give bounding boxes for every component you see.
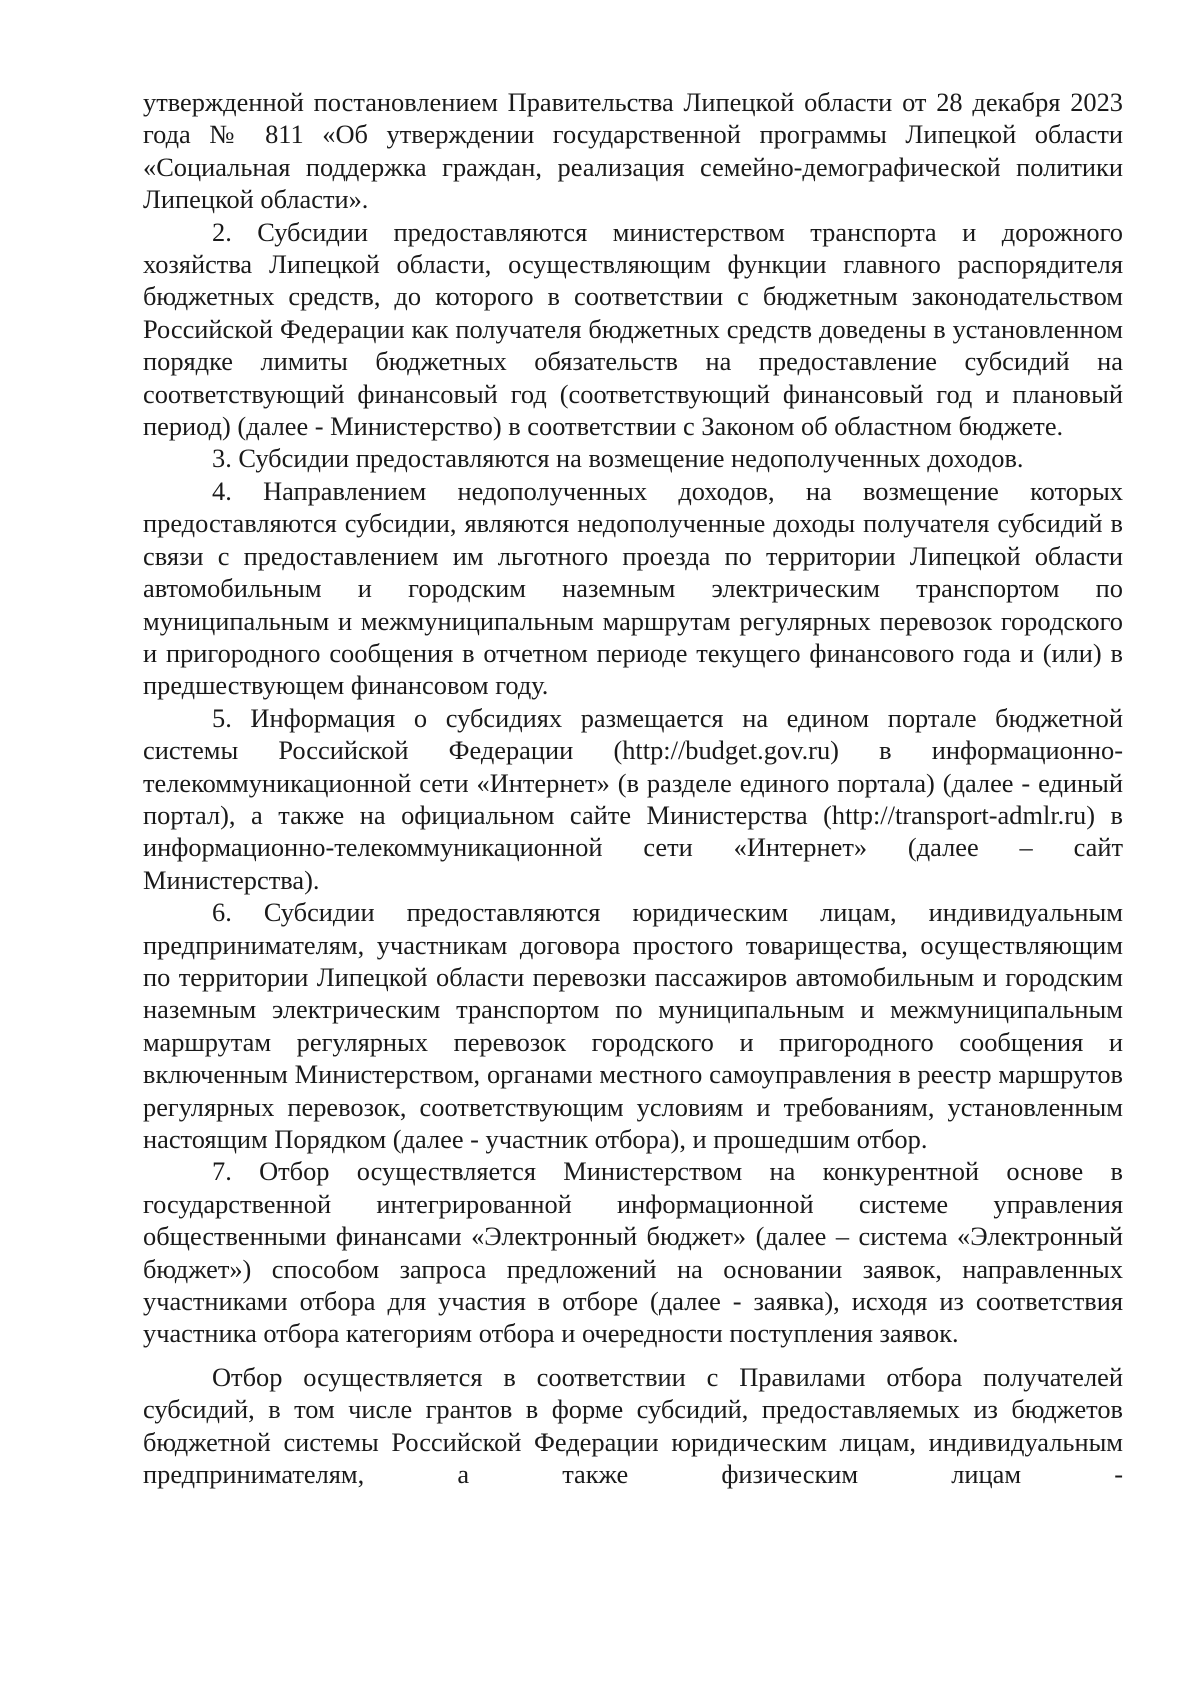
paragraph-2: 2. Субсидии предоставляются министерством транспорта и дорожного хозяйства Липецкой области, осуществляющим функции главного распорядителя бюджетных средств, до которого в соответствии с бюджетным законодательством Российской Федерации как получателя бюджетных средств доведены в установленном порядке лимиты бюджетных обязательств на предоставление субсидий на соответствующий финансовый год (соответствующий финансовый год и плановый период) (далее - Министерство) в соответствии с Законом об областном бюджете. [143, 216, 1123, 442]
paragraph-4: 4. Направлением недополученных доходов, на возмещение которых предоставляются субсидии, являются недополученные доходы получателя субсидий в связи с предоставлением им льготного проезда по территории Липецкой области автомобильным и городским наземным электрическим транспортом по муниципальным и межмуниципальным маршрутам регулярных перевозок городского и пригородного сообщения в отчетном периоде текущего финансового года и (или) в предшествующем финансовом году. [143, 475, 1123, 701]
paragraph-5: 5. Информация о субсидиях размещается на едином портале бюджетной системы Российской Федерации (http://budget.gov.ru) в информационно-телекоммуникационной сети «Интернет» (в разделе единого портала) (далее - единый портал), а также на официальном сайте Министерства (http://transport-admlr.ru) в информационно-телекоммуникационной сети «Интернет» (далее – сайт Министерства). [143, 702, 1123, 895]
document-body [143, 86, 1123, 1490]
paragraph-selection-rules: Отбор осуществляется в соответствии с Правилами отбора получателей субсидий, в том числе грантов в форме субсидий, предоставляемых из бюджетов бюджетной системы Российской Федерации юридическим лицам, индивидуальным предпринимателям, а также физическим лицам - [143, 1361, 1123, 1490]
paragraph-6: 6. Субсидии предоставляются юридическим лицам, индивидуальным предпринимателям, участникам договора простого товарищества, осуществляющим по территории Липецкой области перевозки пассажиров автомобильным и городским наземным электрическим транспортом по муниципальным и межмуниципальным маршрутам регулярных перевозок городского и пригородного сообщения и включенным Министерством, органами местного самоуправления в реестр маршрутов регулярных перевозок, соответствующим условиям и требованиям, установленным настоящим Порядком (далее - участник отбора), и прошедшим отбор. [143, 897, 1123, 1154]
paragraph-7: 7. Отбор осуществляется Министерством на конкурентной основе в государственной интегрированной информационной системе управления общественными финансами «Электронный бюджет» (далее – система «Электронный бюджет») способом запроса предложений на основании заявок, направленных участниками отбора для участия в отборе (далее - заявка), исходя из соответствия участника отбора категориям отбора и очередности поступления заявок. [143, 1156, 1123, 1349]
paragraph-3: 3. Субсидии предоставляются на возмещение недополученных доходов. [212, 443, 1024, 474]
paragraph-continuation: утвержденной постановлением Правительства Липецкой области от 28 декабря 2023 года № 811 «Об утверждении государственной программы Липецкой области «Социальная поддержка граждан, реализация семейно-демографической политики Липецкой области». [143, 87, 1123, 215]
